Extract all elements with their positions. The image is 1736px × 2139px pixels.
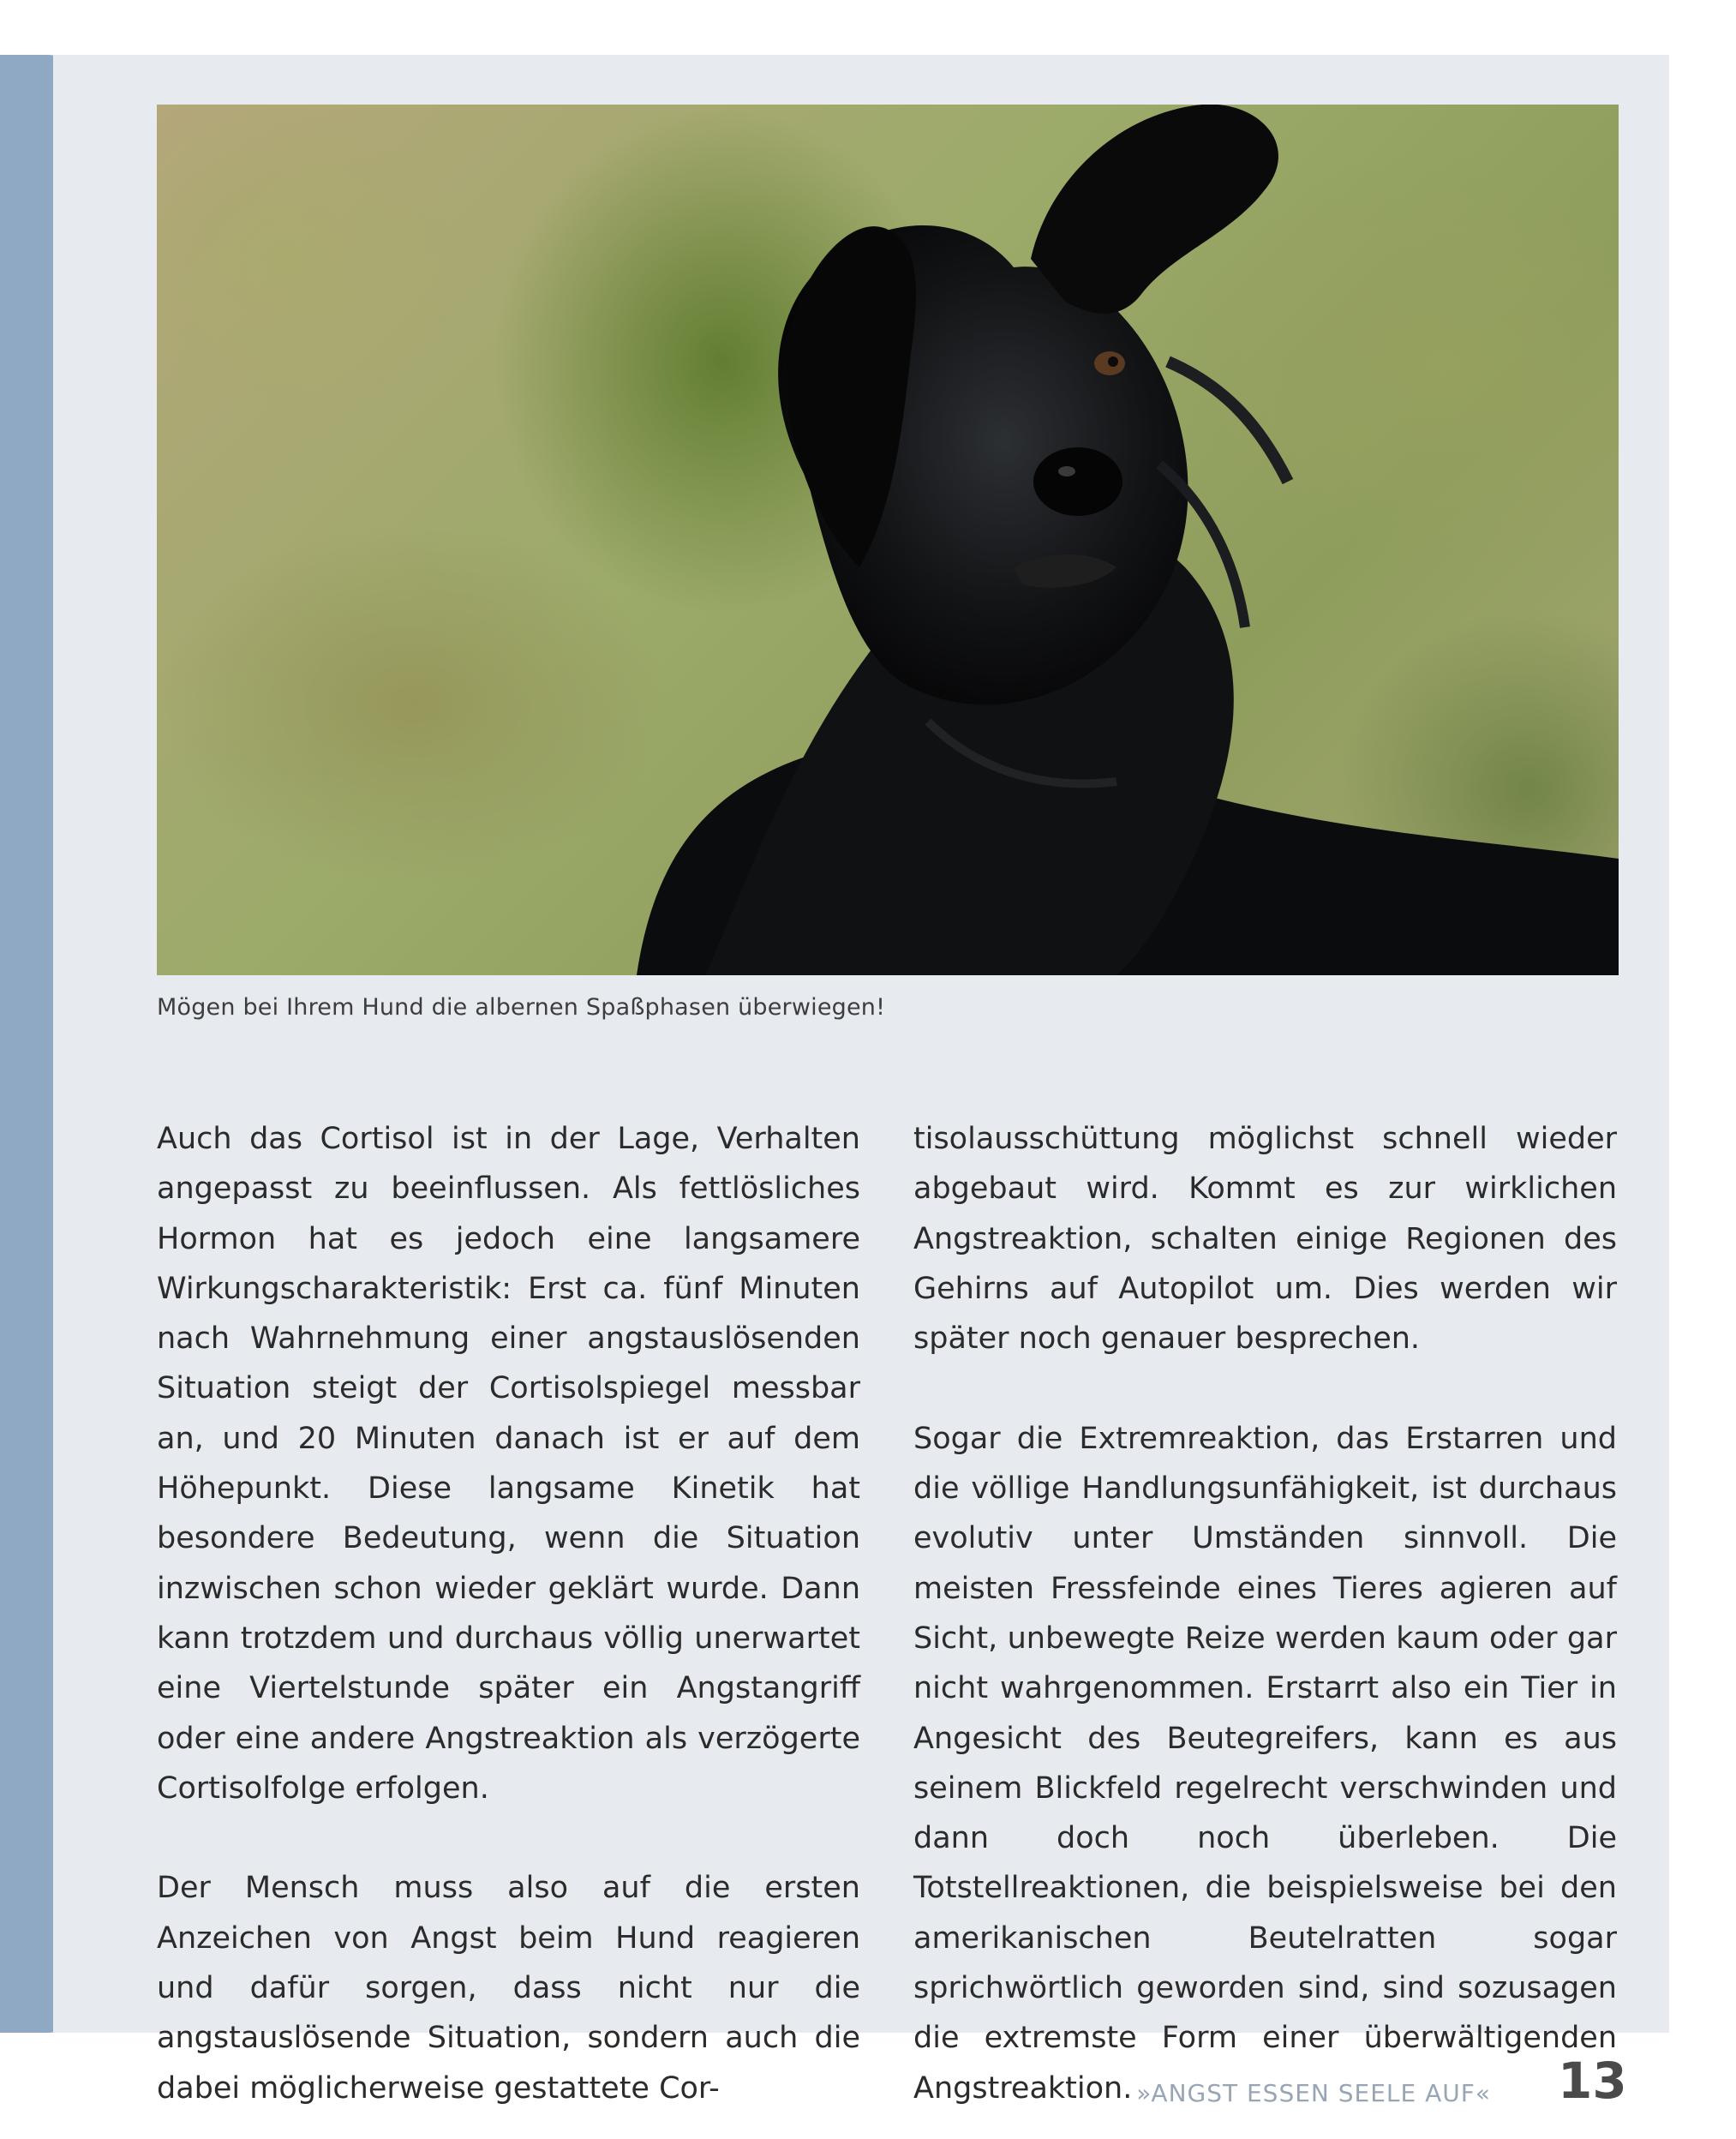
paragraph: Sogar die Extremreaktion, das Erstarren und die völlige Handlungsunfähigkeit, ist durchaus evolutiv unter Umständen sinnvoll. Die meisten Fressfeinde eines Tieres agieren auf Sicht, unbewegte Reize werden kaum oder gar nicht wahrgenommen. Erstarrt also ein Tier in Angesicht des Beutegreifers, kann es aus seinem Blickfeld regelrecht verschwinden und dann doch noch überleben. Die Totstellreaktionen, die beispielsweise bei den amerikanischen Beutelratten sogar sprichwörtlich geworden sind, sind sozusagen die extremste Form einer überwältigenden Angstreaktion. bbox=[913, 1421, 1617, 2106]
paragraph: tisolausschüttung möglichst schnell wieder abgebaut wird. Kommt es zur wirklichen Angstreaktion, schalten einige Regionen des Gehirns auf Autopilot um. Dies werden wir später noch genauer besprechen. bbox=[913, 1122, 1617, 1357]
black-dog-photo bbox=[157, 105, 1619, 975]
dog-nose bbox=[1033, 447, 1122, 516]
right-text-column bbox=[913, 1114, 1617, 2113]
running-title: »ANGST ESSEN SEELE AUF« bbox=[1136, 2079, 1491, 2107]
dog-illustration bbox=[157, 105, 1619, 975]
paragraph: Der Mensch muss also auf die ersten Anzeichen von Angst beim Hund reagieren und dafür sorgen, dass nicht nur die angstauslösende Situation, sondern auch die dabei möglicherweise gestattete Cor- bbox=[157, 1871, 860, 2106]
page-number: 13 bbox=[1558, 2052, 1627, 2110]
paragraph: Auch das Cortisol ist in der Lage, Verhalten angepasst zu beeinflussen. Als fettlösliches Hormon hat es jedoch eine langsamere Wirkungscharakteristik: Erst ca. fünf Minuten nach Wahrnehmung einer angstauslösenden Situation steigt der Cortisolspiegel messbar an, und 20 Minuten danach ist er auf dem Höhepunkt. Diese langsame Kinetik hat besondere Bedeutung, wenn die Situation inzwischen schon wieder geklärt wurde. Dann kann trotzdem und durchaus völlig unerwartet eine Viertelstunde später ein Angstangriff oder eine andere Angstreaktion als verzögerte Cortisolfolge erfolgen. bbox=[157, 1122, 860, 1806]
figure-caption: Mögen bei Ihrem Hund die albernen Spaßphasen überwiegen! bbox=[157, 994, 886, 1021]
left-text-column bbox=[157, 1114, 860, 2113]
dog-right-ear bbox=[1031, 105, 1278, 314]
